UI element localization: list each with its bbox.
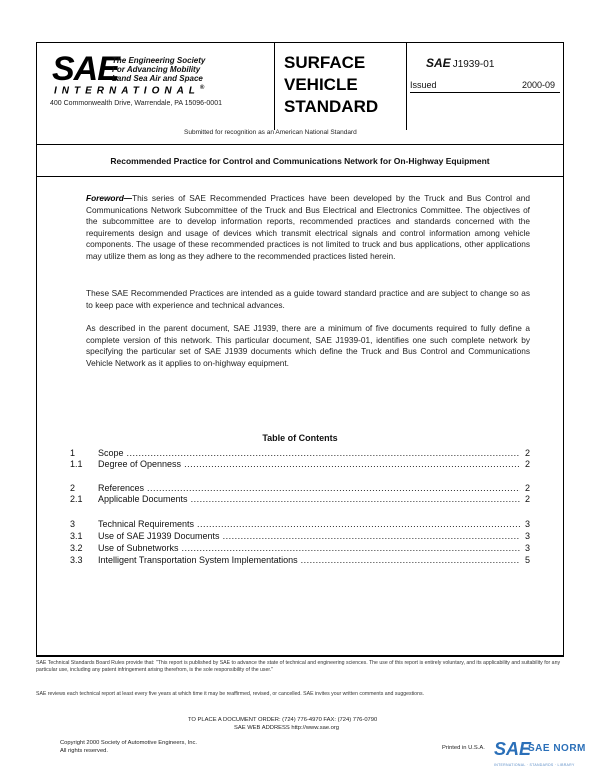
sae-mark: SAE [426,56,451,70]
toc-title: Technical Requirements ..... [98,519,520,530]
toc-entry-degree-of-openness[interactable] [70,459,530,470]
document-number-value: J1939-01 [452,59,495,70]
standard-title-line: SURFACE [284,53,366,72]
registered-mark: ® [199,85,205,91]
toc-entry-use-of-subnetworks[interactable] [70,543,530,554]
copyright-line: Copyright 2000 Society of Automotive Engineers, Inc. [60,740,197,746]
toc-page: 2 [524,483,530,493]
tagline-line: For Advancing Mobility [112,65,201,74]
order-info [188,716,377,732]
sae-logo-mark: SAE [52,50,119,88]
watermark-subtext: INTERNATIONAL · STANDARDS · LIBRARY [494,763,575,767]
watermark-sae-icon: SAE [494,739,532,759]
document-number [426,56,494,70]
copyright-notice [60,740,197,755]
toc-entry-its-implementations[interactable] [70,555,530,566]
body-paragraph: As described in the parent document, SAE J1939, there are a minimum of five documents required to fully define a complete version of this network. This particular document, SAE J1939-01, identifies one such complete network by specifying the particular set of SAE J1939 documents which define the Truck and Bus Control and Communications Vehicle Network as it applies to on-highway equipment. [86,323,530,368]
sae-logo-tagline [112,56,205,83]
standard-title-line: STANDARD [284,97,379,116]
document-header [36,42,564,145]
toc-page: 2 [524,459,530,469]
toc-heading: Table of Contents [262,433,338,443]
toc-title: Intelligent Transportation System Implementations ..... [98,555,520,566]
header-divider [274,42,275,130]
international-text: INTERNATIONAL [54,85,200,97]
document-title: Recommended Practice for Control and Communications Network for On-Highway Equipment [110,156,490,166]
issued-label: Issued [410,80,437,90]
toc-title: Scope ..... [98,448,520,459]
toc-entry-technical-requirements[interactable] [70,519,530,530]
toc-number: 3 [70,519,76,529]
toc-page: 3 [524,543,530,553]
rights-line: All rights reserved. [60,747,109,754]
sae-logo-international [54,85,204,96]
footer-divider [36,656,564,657]
submitted-note: Submitted for recognition as an American National Standard [184,129,357,136]
header-divider [406,42,407,130]
body-paragraph: These SAE Recommended Practices are intended as a guide toward standard practice and are subject to change so as to keep pace with experience and technical advances. [86,288,530,310]
standards-board-disclaimer: SAE Technical Standards Board Rules provide that: "This report is published by SAE to advance the state of technical and engineering sciences. The use of this report is entirely voluntary, and its applicability and suitability for any particular use, including any patent infringement arising therefrom, is the sole responsibility of the user." [36,660,561,673]
review-notice: SAE reviews each technical report at least every five years at which time it may be reaffirmed, revised, or cancelled. SAE invites your written comments and suggestions. [36,691,424,697]
toc-page: 3 [524,531,530,541]
issued-date: 2000-09 [522,80,556,90]
toc-page: 5 [524,555,530,565]
printed-in: Printed in U.S.A. [442,745,485,751]
toc-title: Use of SAE J1939 Documents ..... [98,531,520,542]
sae-norm-watermark [494,739,598,775]
toc-title: Degree of Openness ..... [98,459,520,470]
toc-number: 3.1 [70,531,83,541]
toc-entry-applicable-documents[interactable] [70,494,530,505]
foreword-text: This series of SAE Recommended Practices have been developed by the Truck and Bus Control and Communications Network Subcommittee of the Truck and Bus Electrical and Electronics Committee. The objectives of the subcommittee are to develop information reports, recommended practices and standards concerned with the requirements design and usage of devices which transmit electrical signals and control information among vehicle components. The usage of these recommended practices is not limited to truck and bus applications, other applications may utilize them as long as they adhere to the recommended practices listed herein. [86,193,530,261]
toc-number: 2.1 [70,494,83,504]
toc-page: 3 [524,519,530,529]
foreword-paragraph [86,193,530,262]
toc-entry-references[interactable] [70,483,530,494]
watermark-label: SAE NORM [528,743,586,754]
web-address: SAE WEB ADDRESS http://www.sae.org [234,725,340,731]
toc-number: 1.1 [70,459,83,469]
issued-divider [410,92,560,93]
toc-page: 2 [524,494,530,504]
toc-number: 2 [70,483,76,493]
toc-entry-use-of-sae-j1939-documents[interactable] [70,531,530,542]
toc-number: 3.2 [70,543,83,553]
standard-title-line: VEHICLE [284,75,358,94]
toc-page: 2 [524,448,530,458]
order-phone-fax: TO PLACE A DOCUMENT ORDER: (724) 776-4970 FAX: (724) 776-0790 [188,717,378,723]
toc-entry-scope[interactable] [70,448,530,459]
standard-type-title [284,52,396,118]
foreword-label: Foreword— [86,193,133,203]
sae-logo [52,52,252,102]
toc-title: Use of Subnetworks ..... [98,543,520,554]
toc-number: 3.3 [70,555,83,565]
title-divider [36,176,564,177]
tagline-line: Land Sea Air and Space [112,74,203,83]
toc-number: 1 [70,448,76,458]
toc-title: Applicable Documents ..... [98,494,520,505]
toc-title: References ..... [98,483,520,494]
tagline-line: The Engineering Society [112,56,206,65]
society-address: 400 Commonwealth Drive, Warrendale, PA 15096-0001 [50,100,222,107]
